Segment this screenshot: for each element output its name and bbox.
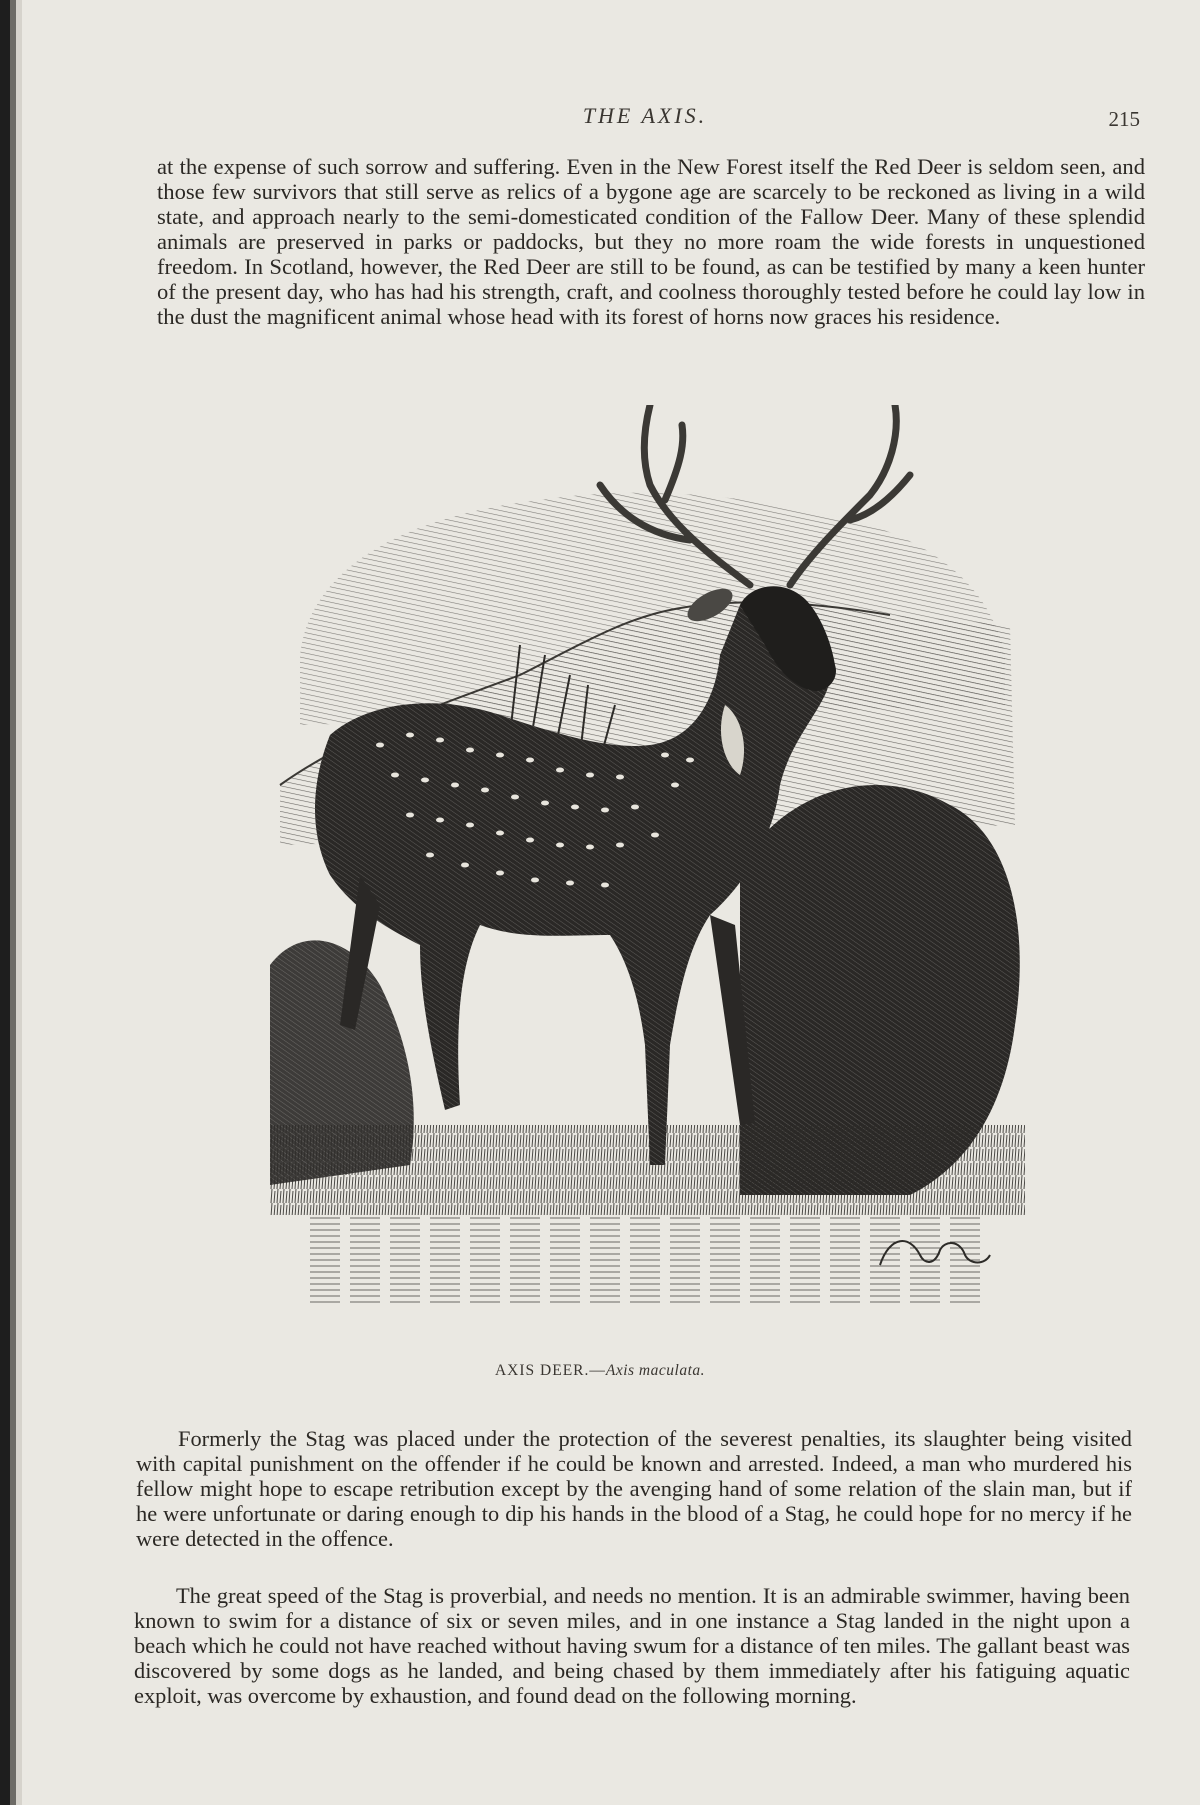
caption-scientific-name: Axis maculata. [605,1362,705,1379]
running-title: THE AXIS. [582,103,708,128]
page-header [150,103,1140,137]
axis-deer-engraving [270,405,1025,1325]
caption-common-name: AXIS DEER. [494,1362,590,1379]
body-paragraph-top: at the expense of such sorrow and suffering. Even in the New Forest itself the Red Deer is seldom seen, and those few survivors that still serve as relics of a bygone age are scarcely to be reckoned as living in a wild state, and approach nearly to the semi-domesticated condition of the Fallow Deer. Many of these splendid animals are preserved in parks or paddocks, but they no more roam the wide forests in unquestioned freedom. In Scotland, however, the Red Deer are still to be found, as can be testified by many a keen hunter of the present day, who has had his strength, craft, and coolness thoroughly tested before he could lay low in the dust the magnificent animal whose head with its forest of horns now graces his residence. [157,154,1145,329]
figure-caption [0,1362,1200,1380]
page-binding-edge [0,0,22,1805]
ground-grass [270,1125,1025,1215]
water [310,1215,990,1305]
page-number: 215 [1108,107,1140,131]
body-paragraph: The great speed of the Stag is proverbial, and needs no mention. It is an admirable swimmer, having been known to swim for a distance of six or seven miles, and in one instance a Stag landed in the night upon a beach which he could not have reached without having swum for a distance of ten miles. The gallant beast was discovered by some dogs as he landed, and being chased by them immediately after his fatiguing aquatic exploit, was overcome by exhaustion, and found dead on the following morning. [134,1583,1130,1708]
caption-dash: — [589,1362,606,1379]
body-paragraph: Formerly the Stag was placed under the protection of the severest penalties, its slaughter being visited with capital punishment on the offender if he could be known and arrested. Indeed, a man who murdered his fellow might hope to escape retribution except by the avenging hand of some relation of the slain man, but if he were unfortunate or daring enough to dip his hands in the blood of a Stag, he could hope for no mercy if he were detected in the offence. [136,1426,1132,1551]
